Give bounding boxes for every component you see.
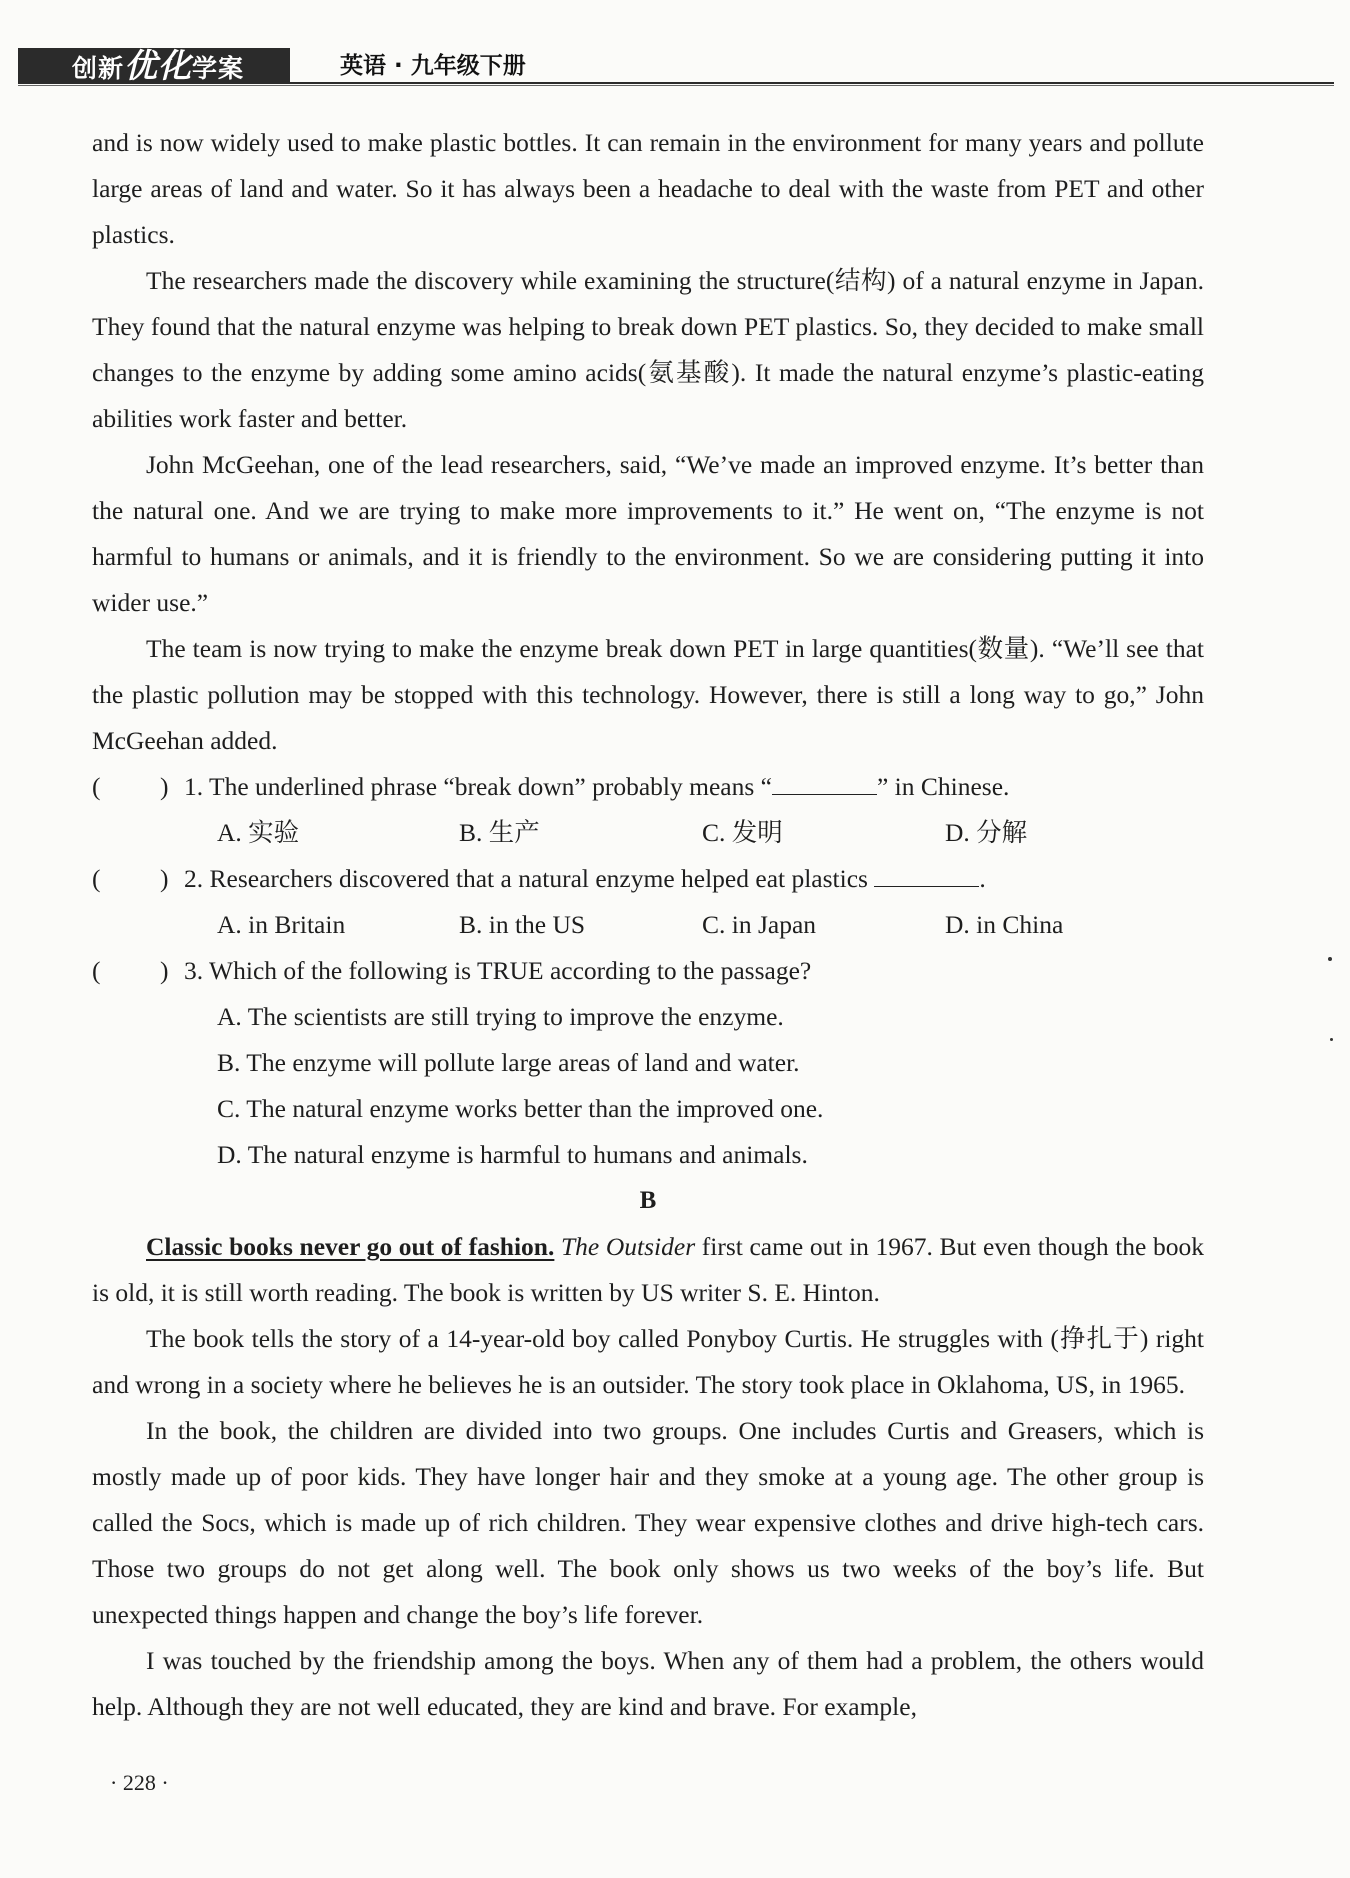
option-d: D. in China bbox=[945, 910, 1064, 939]
page-content bbox=[92, 120, 1204, 1730]
header-divider bbox=[290, 82, 1334, 84]
passage-a-paragraph: John McGeehan, one of the lead researchers, said, “We’ve made an improved enzyme. It’s better than the natural one. And we are trying to make more improvements to it.” He went on, “The enzyme is not harmful to humans or animals, and it is friendly to the environment. So we are considering putting it into wider use.” bbox=[92, 450, 1204, 617]
page-header bbox=[18, 48, 1334, 86]
answer-paren-close: ) bbox=[160, 772, 169, 801]
answer-paren-open: ( bbox=[92, 772, 101, 801]
margin-mark bbox=[1330, 1038, 1333, 1041]
option-c: C. 发明 bbox=[702, 818, 783, 847]
passage-b-paragraph: I was touched by the friendship among the boys. When any of them had a problem, the others would help. Although they are not well educated, they are kind and brave. For example, bbox=[92, 1646, 1204, 1721]
question-1-options bbox=[92, 810, 1204, 856]
question-2 bbox=[92, 856, 1204, 902]
answer-blank[interactable] bbox=[772, 770, 877, 795]
subject-title: 英语 · 九年级下册 bbox=[340, 53, 526, 79]
brand-text-3: 学案 bbox=[192, 54, 245, 83]
answer-paren-open: ( bbox=[92, 956, 101, 985]
brand-text-2: 优化 bbox=[124, 46, 193, 85]
question-text bbox=[184, 764, 1009, 810]
header-divider-thin bbox=[18, 85, 1334, 86]
passage-b-paragraph bbox=[92, 1224, 1204, 1316]
question-3 bbox=[92, 948, 1204, 994]
option-b: B. 生产 bbox=[459, 818, 540, 847]
question-1 bbox=[92, 764, 1204, 810]
passage-b-paragraph: The book tells the story of a 14-year-old boy called Ponyboy Curtis. He struggles with (挣扎于) right and wrong in a society where he believes he is an outsider. The story took place in Oklahoma, US, in 1965. bbox=[92, 1324, 1204, 1399]
underlined-sentence: Classic books never go out of fashion. bbox=[146, 1232, 555, 1261]
brand-banner bbox=[18, 48, 290, 84]
passage-a-paragraph: The team is now trying to make the enzyme break down PET in large quantities(数量). “We’ll see that the plastic pollution may be stopped with this technology. However, there is still a long way to go,” John McGeehan added. bbox=[92, 634, 1204, 755]
option-a: A. 实验 bbox=[217, 818, 300, 847]
option-a: A. The scientists are still trying to improve the enzyme. bbox=[217, 1002, 784, 1031]
answer-paren-open: ( bbox=[92, 864, 101, 893]
option-d: D. 分解 bbox=[945, 818, 1028, 847]
margin-mark bbox=[1328, 957, 1332, 961]
question-2-stem: 2. Researchers discovered that a natural enzyme helped eat plastics bbox=[184, 864, 875, 893]
option-b: B. in the US bbox=[459, 910, 586, 939]
option-c: C. in Japan bbox=[702, 910, 817, 939]
brand-text-1: 创新 bbox=[72, 54, 125, 83]
question-1-stem: 1. The underlined phrase “break down” probably means “ bbox=[184, 772, 772, 801]
question-2-options bbox=[92, 902, 1204, 948]
question-text bbox=[184, 856, 986, 902]
passage-a-paragraph: The researchers made the discovery while examining the structure(结构) of a natural enzyme in Japan. They found that the natural enzyme was helping to break down PET plastics. So, they decided to make small changes to the enzyme by adding some amino acids(氨基酸). It made the natural enzyme’s plastic-eating abilities work faster and better. bbox=[92, 266, 1204, 433]
option-d: D. The natural enzyme is harmful to humans and animals. bbox=[217, 1140, 808, 1169]
answer-paren-close: ) bbox=[160, 956, 169, 985]
question-1-stem-end: ” in Chinese. bbox=[876, 772, 1010, 801]
question-2-stem-end: . bbox=[979, 864, 986, 893]
section-b-title: B bbox=[639, 1187, 657, 1214]
option-a: A. in Britain bbox=[217, 910, 346, 939]
passage-b-paragraph: In the book, the children are divided into two groups. One includes Curtis and Greasers, which is mostly made up of poor kids. They have longer hair and they smoke at a young age. The other group is called the Socs, which is made up of rich children. They wear expensive clothes and drive high-tech cars. Those two groups do not get along well. The book only shows us two weeks of the boy’s life. But unexpected things happen and change the boy’s life forever. bbox=[92, 1416, 1204, 1629]
book-title: The Outsider bbox=[561, 1232, 696, 1261]
option-c: C. The natural enzyme works better than the improved one. bbox=[217, 1094, 824, 1123]
answer-paren-close: ) bbox=[160, 864, 169, 893]
answer-blank[interactable] bbox=[874, 862, 979, 887]
option-b: B. The enzyme will pollute large areas of land and water. bbox=[217, 1048, 800, 1077]
question-3-stem: 3. Which of the following is TRUE according to the passage? bbox=[184, 956, 812, 985]
paragraph-text: first came out in 1967. But even though the book is old, it is still worth reading. The book is written by US writer S. E. Hinton. bbox=[92, 1232, 1204, 1307]
page-number: · 228 · bbox=[110, 1770, 169, 1795]
passage-a-paragraph: and is now widely used to make plastic bottles. It can remain in the environment for many years and pollute large areas of land and water. So it has always been a headache to deal with the waste from PET and other plastics. bbox=[92, 128, 1204, 249]
